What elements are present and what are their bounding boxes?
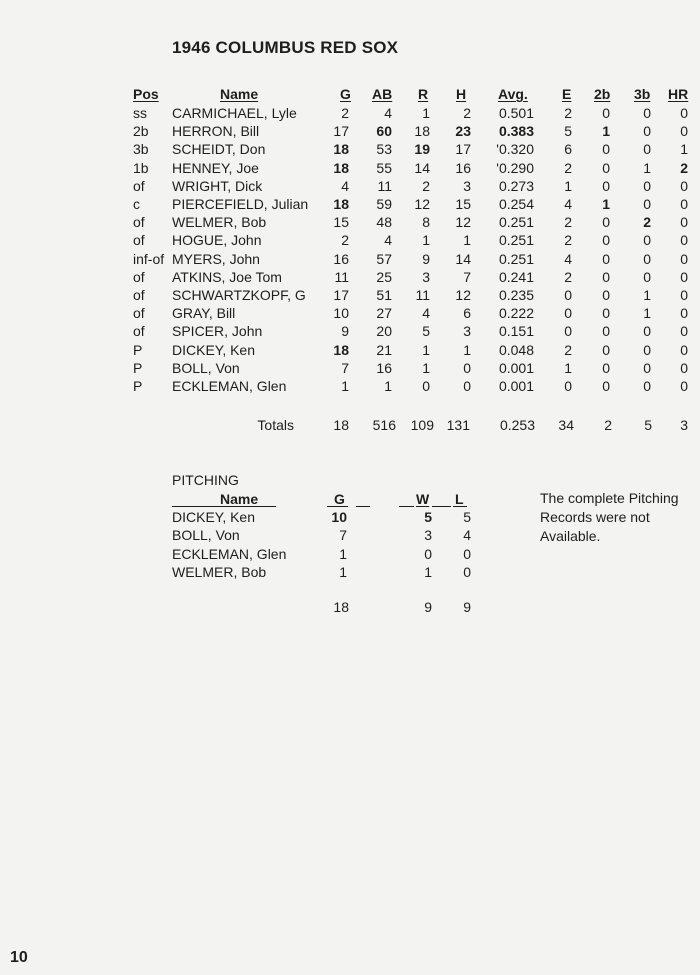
batting-cell: 0 — [680, 287, 688, 303]
batting-cell: 0 — [680, 105, 688, 121]
pitching-note: The complete Pitching Records were not Available. — [540, 490, 679, 544]
batting-cell: 0 — [643, 359, 651, 376]
batting-cell: 0 — [643, 341, 651, 358]
batting-cell: 9 — [422, 250, 430, 267]
batting-cell: 0 — [602, 250, 610, 267]
batting-cell: c — [133, 196, 140, 212]
batting-cell: 0 — [680, 196, 688, 212]
batting-cell: 0 — [602, 359, 610, 376]
batting-cell: of — [133, 232, 145, 249]
batting-cell: MYERS, John — [172, 250, 260, 267]
batting-cell: WRIGHT, Dick — [172, 177, 263, 194]
batting-cell: 0 — [602, 287, 610, 303]
batting-cell: 16 — [455, 159, 471, 176]
batting-cell: 1 — [680, 141, 688, 158]
batting-cell: 0 — [422, 378, 430, 394]
batting-total-cell: 131 — [446, 417, 470, 433]
batting-cell: 2 — [564, 341, 572, 358]
pitching-total-cell: 9 — [463, 599, 471, 615]
batting-cell: 2 — [564, 232, 572, 249]
batting-cell: 48 — [376, 214, 392, 231]
batting-cell: 15 — [455, 196, 471, 212]
batting-cell: 0 — [680, 359, 688, 376]
header-underline — [453, 506, 467, 507]
batting-cell: 0 — [564, 305, 572, 322]
batting-cell: 6 — [463, 305, 471, 322]
batting-cell: 0.048 — [498, 341, 534, 358]
batting-cell: 21 — [376, 341, 392, 358]
batting-cell: CARMICHAEL, Lyle — [172, 105, 297, 121]
batting-cell: 0 — [602, 177, 610, 194]
batting-cell: 10 — [333, 305, 349, 322]
batting-cell: 6 — [564, 141, 572, 158]
batting-cell: of — [133, 305, 145, 322]
batting-cell: 0.383 — [498, 123, 534, 140]
batting-cell: 18 — [333, 196, 349, 212]
batting-cell: 18 — [333, 341, 349, 358]
batting-cell: DICKEY, Ken — [172, 341, 256, 358]
batting-cell: 27 — [376, 305, 392, 322]
batting-cell: 0 — [680, 323, 688, 340]
batting-cell: 0 — [564, 323, 572, 340]
batting-cell: P — [133, 378, 143, 394]
batting-header-g: G — [340, 86, 351, 102]
batting-cell: 17 — [455, 141, 471, 158]
batting-header-hr: HR — [668, 86, 689, 102]
batting-cell: HERRON, Bill — [172, 123, 260, 140]
batting-cell: 1 — [341, 378, 349, 394]
pitching-cell: DICKEY, Ken — [172, 509, 256, 525]
batting-total-cell: 516 — [372, 417, 396, 433]
batting-cell: 0 — [602, 378, 610, 394]
pitching-cell: 0 — [463, 564, 471, 581]
batting-cell: of — [133, 177, 145, 194]
batting-cell: 0 — [643, 123, 651, 140]
batting-cell: 19 — [414, 141, 430, 158]
batting-cell: 0 — [680, 123, 688, 140]
batting-cell: 0.151 — [498, 323, 534, 340]
batting-cell: 0 — [643, 268, 651, 285]
pitching-cell: 10 — [331, 509, 347, 525]
batting-cell: 2 — [680, 159, 688, 176]
batting-total-cell: 5 — [644, 417, 652, 433]
batting-cell: 0 — [680, 232, 688, 249]
pitching-cell: 5 — [463, 509, 471, 525]
batting-cell: 0.501 — [498, 105, 534, 121]
pitching-total-cell: 18 — [333, 599, 349, 615]
pitching-cell: WELMER, Bob — [172, 564, 267, 581]
batting-cell: 1 — [422, 359, 430, 376]
batting-cell: 3b — [133, 141, 149, 158]
pitching-cell: 5 — [424, 509, 432, 525]
pitching-cell: 0 — [463, 545, 471, 562]
batting-cell: ECKLEMAN, Glen — [172, 378, 287, 394]
batting-cell: 1 — [422, 105, 430, 121]
pitching-cell: 4 — [463, 527, 471, 544]
batting-cell: 0 — [680, 268, 688, 285]
batting-cell: 12 — [455, 287, 471, 303]
batting-cell: 0 — [602, 323, 610, 340]
batting-cell: 0 — [680, 250, 688, 267]
batting-cell: 0 — [643, 196, 651, 212]
batting-cell: BOLL, Von — [172, 359, 240, 376]
batting-cell: 1 — [643, 159, 651, 176]
batting-cell: 1 — [463, 341, 471, 358]
batting-header-avg: Avg. — [498, 86, 528, 102]
pitching-header-name: Name — [220, 491, 259, 507]
batting-cell: 1b — [133, 159, 149, 176]
batting-cell: SCHWARTZKOPF, G — [172, 287, 306, 303]
batting-cell: 0.241 — [498, 268, 534, 285]
batting-cell: 2b — [133, 123, 149, 140]
batting-cell: 2 — [422, 177, 430, 194]
batting-header-ab: AB — [372, 86, 393, 102]
batting-cell: 0 — [564, 378, 572, 394]
batting-cell: 0.251 — [498, 232, 534, 249]
batting-cell: 0 — [602, 105, 610, 121]
batting-cell: 55 — [376, 159, 392, 176]
batting-cell: 3 — [422, 268, 430, 285]
batting-cell: 57 — [376, 250, 392, 267]
batting-cell: 1 — [463, 232, 471, 249]
batting-cell: 1 — [384, 378, 392, 394]
batting-cell: SPICER, John — [172, 323, 263, 340]
batting-cell: 12 — [414, 196, 430, 212]
batting-cell: '0.290 — [496, 159, 534, 176]
batting-cell: 0 — [680, 214, 688, 231]
batting-header-2b: 2b — [594, 86, 611, 102]
pitching-header-l: L — [455, 491, 464, 507]
batting-cell: 14 — [455, 250, 471, 267]
batting-cell: 0.251 — [498, 250, 534, 267]
header-underline — [399, 506, 414, 507]
batting-cell: 0 — [643, 141, 651, 158]
batting-cell: 5 — [564, 123, 572, 140]
batting-cell: 25 — [376, 268, 392, 285]
batting-cell: 0 — [643, 105, 651, 121]
batting-cell: '0.320 — [496, 141, 534, 158]
pitching-cell: 1 — [424, 564, 432, 581]
batting-cell: 2 — [564, 268, 572, 285]
batting-cell: 0.001 — [498, 359, 534, 376]
batting-cell: 1 — [422, 341, 430, 358]
batting-cell: 7 — [463, 268, 471, 285]
batting-cell: 0.254 — [498, 196, 534, 212]
pitching-cell: 1 — [339, 564, 347, 581]
header-underline — [172, 506, 276, 507]
batting-cell: 0 — [602, 159, 610, 176]
batting-cell: P — [133, 341, 143, 358]
batting-cell: 0.251 — [498, 214, 534, 231]
batting-cell: P — [133, 359, 143, 376]
batting-cell: 0 — [564, 287, 572, 303]
pitching-cell: 7 — [339, 527, 347, 544]
batting-cell: HENNEY, Joe — [172, 159, 259, 176]
batting-cell: 0.273 — [498, 177, 534, 194]
batting-cell: HOGUE, John — [172, 232, 262, 249]
batting-total-cell: 0.253 — [499, 417, 535, 433]
batting-cell: 18 — [333, 141, 349, 158]
batting-cell: 7 — [341, 359, 349, 376]
batting-cell: 1 — [564, 359, 572, 376]
batting-cell: 15 — [333, 214, 349, 231]
batting-cell: 17 — [333, 287, 349, 303]
pitching-header-g: G — [334, 491, 345, 507]
batting-cell: 2 — [643, 214, 651, 231]
pitching-header-w: W — [416, 491, 430, 507]
batting-cell: 3 — [463, 177, 471, 194]
pitching-label: PITCHING — [172, 472, 239, 488]
batting-cell: 2 — [341, 105, 349, 121]
page-title: 1946 COLUMBUS RED SOX — [172, 38, 399, 57]
batting-cell: 4 — [422, 305, 430, 322]
batting-cell: GRAY, Bill — [172, 305, 236, 322]
batting-cell: ss — [133, 105, 147, 121]
batting-cell: PIERCEFIELD, Julian — [172, 196, 309, 212]
pitching-cell: BOLL, Von — [172, 527, 240, 544]
batting-cell: 0 — [463, 378, 471, 394]
batting-cell: 1 — [602, 196, 610, 212]
batting-totals-label: Totals — [257, 417, 294, 433]
batting-cell: 2 — [564, 214, 572, 231]
batting-cell: 0 — [602, 341, 610, 358]
batting-total-cell: 109 — [410, 417, 434, 433]
batting-cell: 11 — [415, 287, 430, 303]
batting-total-cell: 18 — [333, 417, 349, 433]
batting-cell: 4 — [384, 105, 392, 121]
batting-cell: 4 — [341, 177, 349, 194]
batting-cell: 1 — [643, 305, 651, 322]
batting-cell: 4 — [384, 232, 392, 249]
pitching-cell: 0 — [424, 545, 432, 562]
batting-cell: 0 — [680, 305, 688, 322]
batting-cell: of — [133, 268, 145, 285]
header-underline — [327, 506, 348, 507]
batting-cell: 9 — [341, 323, 349, 340]
batting-cell: 14 — [414, 159, 430, 176]
pitching-total-cell: 9 — [424, 599, 432, 615]
batting-cell: 1 — [422, 232, 430, 249]
batting-cell: 2 — [463, 105, 471, 121]
batting-cell: 0 — [680, 378, 688, 394]
batting-cell: 0 — [602, 214, 610, 231]
pitching-cell: 3 — [424, 527, 432, 544]
batting-cell: 0 — [643, 250, 651, 267]
batting-cell: 4 — [564, 250, 572, 267]
batting-cell: 16 — [333, 250, 349, 267]
batting-cell: of — [133, 287, 145, 303]
batting-cell: 11 — [334, 268, 349, 285]
batting-cell: inf-of — [133, 250, 165, 267]
batting-cell: 0 — [643, 177, 651, 194]
batting-header-r: R — [418, 86, 429, 102]
pitching-cell: 1 — [339, 545, 347, 562]
batting-cell: of — [133, 323, 145, 340]
batting-cell: 23 — [455, 123, 471, 140]
batting-cell: 53 — [376, 141, 392, 158]
batting-cell: 1 — [643, 287, 651, 303]
batting-cell: ATKINS, Joe Tom — [172, 268, 282, 285]
batting-cell: 8 — [422, 214, 430, 231]
batting-cell: 0 — [463, 359, 471, 376]
batting-cell: 2 — [564, 159, 572, 176]
batting-cell: 17 — [333, 123, 349, 140]
pitching-cell: ECKLEMAN, Glen — [172, 545, 287, 562]
batting-cell: 4 — [564, 196, 572, 212]
batting-cell: 11 — [377, 177, 392, 194]
batting-cell: 0 — [643, 378, 651, 394]
batting-cell: 0.235 — [498, 287, 534, 303]
batting-total-cell: 34 — [558, 417, 574, 433]
batting-cell: 51 — [376, 287, 392, 303]
batting-header-pos: Pos — [133, 86, 159, 102]
batting-cell: 1 — [602, 123, 610, 140]
batting-cell: SCHEIDT, Don — [172, 141, 266, 158]
batting-cell: 2 — [564, 105, 572, 121]
batting-cell: 0 — [602, 268, 610, 285]
batting-total-cell: 2 — [604, 417, 612, 433]
batting-header-h: H — [456, 86, 467, 102]
batting-cell: 20 — [376, 323, 392, 340]
batting-cell: of — [133, 214, 145, 231]
batting-header-e: E — [562, 86, 572, 102]
page-number: 10 — [10, 949, 28, 966]
batting-cell: 2 — [341, 232, 349, 249]
batting-cell: 0 — [602, 232, 610, 249]
batting-cell: 0 — [643, 232, 651, 249]
batting-total-cell: 3 — [680, 417, 688, 433]
batting-header-3b: 3b — [634, 86, 651, 102]
batting-cell: 16 — [376, 359, 392, 376]
batting-cell: 60 — [376, 123, 392, 140]
batting-cell: 0.222 — [498, 305, 534, 322]
header-underline — [356, 506, 370, 507]
batting-header-name: Name — [220, 86, 259, 102]
batting-cell: WELMER, Bob — [172, 214, 267, 231]
batting-cell: 0 — [602, 141, 610, 158]
batting-cell: 3 — [463, 323, 471, 340]
batting-cell: 59 — [376, 196, 392, 212]
batting-cell: 0 — [602, 305, 610, 322]
batting-cell: 1 — [564, 177, 572, 194]
batting-cell: 0 — [680, 341, 688, 358]
header-underline — [432, 506, 451, 507]
batting-cell: 5 — [422, 323, 430, 340]
batting-cell: 18 — [414, 123, 430, 140]
batting-cell: 12 — [455, 214, 471, 231]
batting-cell: 0 — [680, 177, 688, 194]
batting-cell: 18 — [333, 159, 349, 176]
batting-cell: 0 — [643, 323, 651, 340]
batting-cell: 0.001 — [498, 378, 534, 394]
